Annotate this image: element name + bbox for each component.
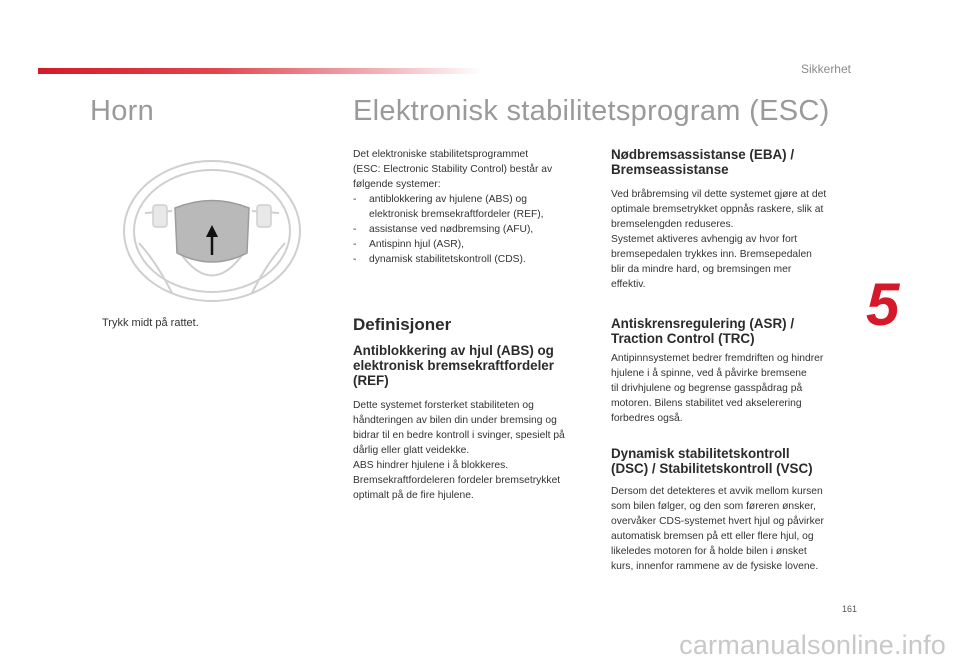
esc-intro-line: (ESC: Electronic Stability Control) består av [353,164,553,175]
abs-heading: Antiblokkering av hjul (ABS) og elektronisk bremsekraftfordeler (REF) [353,343,554,388]
section-label: Sikkerhet [800,62,851,76]
horn-instruction-text: Trykk midt på rattet. [102,317,199,329]
definitions-heading: Definisjoner [353,315,452,334]
eba-text: Ved bråbremsing vil dette systemet gjøre at det optimale bremsetrykket oppnås raskere, slik at bremselengden reduseres. Systemet aktiveres avhengig av hvor fort bremsepedalen trykkes inn. Bremsepedalen blir da mindre hard, og bremsingen mer effektiv. [611,189,827,290]
horn-title: Horn [90,95,155,127]
eba-section [611,147,856,292]
top-accent-bar [38,68,483,74]
steering-wheel-illustration [117,153,307,305]
abs-text: Dette systemet forsterket stabiliteten og håndteringen av bilen din under bremsing og bidrar til en bedre kontroll i svinger, spesielt på dårlig eller glatt veidekke. ABS hindrer hjulene i å blokkeres. Bremsekraftfordeleren fordeler bremsetrykket optimalt på de fire hjulene. [353,400,565,501]
list-item: - Antispinn hjul (ASR), [353,239,464,250]
list-item: - antiblokkering av hjulene (ABS) og elektronisk bremsekraftfordeler (REF), [353,194,544,220]
esc-title: Elektronisk stabilitetsprogram (ESC) [353,95,830,127]
esc-intro-line: Det elektroniske stabilitetsprogrammet [353,149,529,160]
asr-text: Antipinnsystemet bedrer fremdriften og hindrer hjulene i å spinne, ved å påvirke bremsene til drivhjulene og begrense gasspådrag på motoren. Bilens stabilitet ved akselerering forbedres også. [611,353,824,424]
esc-intro-line: følgende systemer: [353,179,441,190]
esc-systems-list [353,192,588,267]
asr-section [611,316,856,426]
chapter-number: 5 [866,271,900,338]
vsc-heading: Dynamisk stabilitetskontroll (DSC) / Stabilitetskontroll (VSC) [611,446,813,476]
vsc-section [611,446,856,574]
vsc-text: Dersom det detekteres et avvik mellom kursen som bilen følger, og den som føreren ønsker, overvåker CDS-systemet hvert hjul og påvirker automatisk bremsen på ett eller flere hjul, og likeledes motoren for å holde bilen i ønsket kurs, innenfor rammene av de fysiske lovene. [611,486,824,572]
watermark-text: carmanualsonline.info [679,630,946,660]
list-item: - assistanse ved nødbremsing (AFU), [353,224,534,235]
page-number: 161 [841,604,857,614]
horn-instruction [92,317,199,329]
abs-section [353,343,593,503]
list-item: - dynamisk stabilitetskontroll (CDS). [353,254,526,265]
eba-heading: Nødbremsassistanse (EBA) / Bremseassistanse [611,147,795,177]
esc-intro [353,147,588,267]
asr-heading: Antiskrensregulering (ASR) / Traction Control (TRC) [611,316,795,346]
